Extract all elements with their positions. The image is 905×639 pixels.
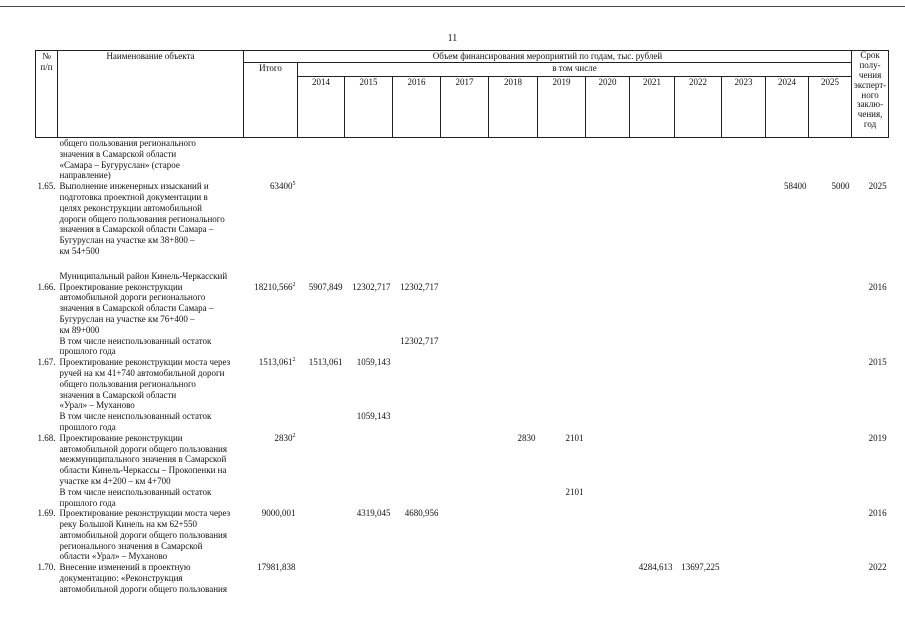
year-2023-value bbox=[722, 562, 766, 594]
object-name: Внесение изменений в проектную документацию: «Реконструкция автомобильной дороги общего пользования bbox=[59, 562, 227, 594]
deadline-year: 2019 bbox=[868, 432, 887, 443]
year-2024-value bbox=[766, 487, 809, 509]
year-2021-value bbox=[630, 138, 675, 182]
year-2020-value bbox=[586, 411, 630, 433]
year-2017-value bbox=[441, 357, 489, 411]
total-cell bbox=[244, 138, 298, 182]
total-value: 1513,061 bbox=[258, 357, 293, 368]
row-number: 1.65. bbox=[37, 181, 56, 192]
total-cell bbox=[244, 433, 298, 487]
year-2025-value bbox=[809, 487, 852, 509]
year-2018-value bbox=[489, 271, 538, 282]
year-2025-value bbox=[809, 138, 852, 182]
year-2025-value bbox=[809, 411, 852, 433]
year-2024-value bbox=[766, 357, 809, 411]
year-2024-value bbox=[766, 411, 809, 433]
year-2021-value bbox=[630, 433, 675, 487]
header-no: № п/п bbox=[36, 51, 58, 138]
year-2015-value bbox=[345, 433, 393, 487]
row-number bbox=[36, 271, 58, 282]
year-2016-value bbox=[393, 357, 441, 411]
year-2019-value bbox=[538, 282, 586, 336]
year-2020-value bbox=[586, 562, 630, 594]
total-value: 63400 bbox=[270, 181, 293, 192]
table-row bbox=[36, 562, 889, 594]
year-2017-value bbox=[441, 508, 489, 562]
year-2016-value bbox=[393, 271, 441, 282]
object-name: общего пользования регионального значения в Самарской области «Самара – Бугуруслан» (старое направление) bbox=[59, 138, 196, 181]
year-2021-value bbox=[630, 271, 675, 282]
year-2022-value bbox=[675, 411, 722, 433]
year-2024-value bbox=[766, 336, 809, 358]
year-2016-value: 12302,717 bbox=[400, 281, 439, 292]
year-2025-value bbox=[809, 271, 852, 282]
year-2020-value bbox=[586, 181, 630, 257]
table-row bbox=[36, 487, 889, 509]
row-number: 1.66. bbox=[37, 281, 56, 292]
year-2020-value bbox=[586, 282, 630, 336]
year-2018-value bbox=[489, 282, 538, 336]
year-2018-value bbox=[489, 336, 538, 358]
year-2020-value bbox=[586, 508, 630, 562]
year-2018-value bbox=[489, 562, 538, 594]
year-2017-value bbox=[441, 181, 489, 257]
year-2024-value bbox=[766, 508, 809, 562]
header-year-2023: 2023 bbox=[722, 77, 766, 138]
year-2014-value bbox=[298, 508, 345, 562]
year-2021-value bbox=[630, 357, 675, 411]
year-2016-value bbox=[393, 411, 441, 433]
year-2018-value bbox=[489, 357, 538, 411]
year-2017-value bbox=[441, 433, 489, 487]
total-cell bbox=[244, 562, 298, 594]
year-2023-value bbox=[722, 336, 766, 358]
year-2019-value bbox=[538, 181, 586, 257]
header-year-2015: 2015 bbox=[345, 77, 393, 138]
year-2022-value bbox=[675, 271, 722, 282]
object-name: В том числе неиспользованный остаток прошлого года bbox=[59, 411, 212, 432]
deadline-year bbox=[852, 271, 889, 282]
year-2021-value bbox=[630, 336, 675, 358]
year-2018-value bbox=[489, 487, 538, 509]
year-2018-value bbox=[489, 181, 538, 257]
year-2020-value bbox=[586, 138, 630, 182]
year-2019-value bbox=[538, 357, 586, 411]
year-2022-value bbox=[675, 508, 722, 562]
total-value: 9000,001 bbox=[261, 508, 296, 519]
year-2019-value: 2101 bbox=[565, 432, 584, 443]
year-2016-value: 4680,956 bbox=[404, 508, 439, 519]
table-row bbox=[36, 357, 889, 411]
footnote-mark: 2 bbox=[292, 357, 296, 364]
year-2023-value bbox=[722, 508, 766, 562]
year-2024-value bbox=[766, 282, 809, 336]
top-rule bbox=[0, 6, 905, 7]
total-cell bbox=[244, 357, 298, 411]
year-2020-value bbox=[586, 271, 630, 282]
deadline-year bbox=[852, 487, 889, 509]
year-2017-value bbox=[441, 562, 489, 594]
year-2020-value bbox=[586, 433, 630, 487]
year-2015-value bbox=[345, 138, 393, 182]
total-cell bbox=[244, 336, 298, 358]
object-name: Выполнение инженерных изысканий и подготовка проектной документации в целях реконструкции автомобильной дороги общего пользования регионального значения в Самарской области Самара – Бугуруслан на участке км 38+800 – км 54+500 bbox=[59, 181, 225, 256]
header-year-2020: 2020 bbox=[586, 77, 630, 138]
year-2017-value bbox=[441, 487, 489, 509]
header-year-2017: 2017 bbox=[441, 77, 489, 138]
year-2015-value bbox=[345, 562, 393, 594]
year-2023-value bbox=[722, 181, 766, 257]
year-2019-value bbox=[538, 271, 586, 282]
year-2014-value bbox=[298, 562, 345, 594]
year-2023-value bbox=[722, 487, 766, 509]
year-2019-value bbox=[538, 138, 586, 182]
year-2016-value bbox=[393, 487, 441, 509]
year-2025-value bbox=[809, 282, 852, 336]
deadline-year bbox=[852, 336, 889, 358]
row-number bbox=[36, 411, 58, 433]
deadline-year bbox=[852, 411, 889, 433]
table-row bbox=[36, 411, 889, 433]
year-2017-value bbox=[441, 336, 489, 358]
year-2018-value: 2830 bbox=[517, 432, 536, 443]
footnote-mark: 2 bbox=[292, 281, 296, 288]
total-cell bbox=[244, 271, 298, 282]
object-name: Проектирование реконструкции автомобильной дороги общего пользования межмуниципального значения в Самарской области Кинель-Черкассы – Прокопенки на участке км 4+200 – км 4+700 bbox=[59, 432, 227, 486]
year-2024-value: 58400 bbox=[784, 181, 807, 192]
row-spacer bbox=[36, 257, 889, 271]
header-funding: Объем финансирования мероприятий по годам, тыс. рублей bbox=[244, 51, 852, 63]
year-2021-value bbox=[630, 487, 675, 509]
year-2016-value bbox=[393, 433, 441, 487]
total-value: 17981,838 bbox=[257, 562, 296, 573]
deadline-year: 2025 bbox=[868, 181, 887, 192]
table-row bbox=[36, 282, 889, 336]
total-value: 18210,566 bbox=[254, 281, 293, 292]
header-name: Наименование объекта bbox=[58, 51, 244, 138]
object-name: В том числе неиспользованный остаток прошлого года bbox=[59, 486, 212, 508]
year-2022-value bbox=[675, 181, 722, 257]
year-2022-value bbox=[675, 282, 722, 336]
header-including: в том числе bbox=[298, 62, 852, 76]
header-deadline: Срок полу- чения эксперт- ного заклю- чения, год bbox=[852, 51, 889, 138]
year-2014-value: 1513,061 bbox=[308, 357, 343, 368]
total-value: 2830 bbox=[274, 432, 293, 443]
year-2024-value bbox=[766, 433, 809, 487]
financing-table bbox=[35, 50, 889, 595]
year-2024-value bbox=[766, 271, 809, 282]
year-2021-value bbox=[630, 411, 675, 433]
year-2016-value bbox=[393, 138, 441, 182]
year-2016-value bbox=[393, 181, 441, 257]
year-2024-value bbox=[766, 562, 809, 594]
header-year-2014: 2014 bbox=[298, 77, 345, 138]
total-cell bbox=[244, 181, 298, 257]
total-cell bbox=[244, 487, 298, 509]
year-2016-value bbox=[393, 562, 441, 594]
header-year-2021: 2021 bbox=[630, 77, 675, 138]
year-2014-value bbox=[298, 411, 345, 433]
object-name: В том числе неиспользованный остаток прошлого года bbox=[59, 335, 212, 357]
row-number bbox=[36, 336, 58, 358]
year-2019-value bbox=[538, 411, 586, 433]
year-2025-value bbox=[809, 357, 852, 411]
year-2023-value bbox=[722, 138, 766, 182]
table-body bbox=[36, 138, 889, 595]
year-2017-value bbox=[441, 271, 489, 282]
header-year-2024: 2024 bbox=[766, 77, 809, 138]
year-2016-value: 12302,717 bbox=[400, 335, 439, 346]
year-2015-value: 1059,143 bbox=[356, 357, 391, 368]
deadline-year: 2016 bbox=[868, 508, 887, 519]
year-2023-value bbox=[722, 433, 766, 487]
year-2014-value bbox=[298, 138, 345, 182]
year-2017-value bbox=[441, 282, 489, 336]
year-2019-value: 2101 bbox=[565, 486, 584, 497]
year-2019-value bbox=[538, 508, 586, 562]
header-total: Итого bbox=[244, 62, 298, 137]
year-2015-value bbox=[345, 181, 393, 257]
year-2019-value bbox=[538, 336, 586, 358]
year-2017-value bbox=[441, 138, 489, 182]
year-2014-value bbox=[298, 271, 345, 282]
row-number: 1.70. bbox=[37, 562, 56, 573]
table-row bbox=[36, 508, 889, 562]
year-2023-value bbox=[722, 411, 766, 433]
year-2015-value: 1059,143 bbox=[356, 411, 391, 422]
object-name: Проектирование реконструкции моста через ручей на км 41+740 автомобильной дороги общего пользования регионального значения в Самарской области «Урал» – Муханово bbox=[59, 357, 231, 411]
year-2025-value bbox=[809, 336, 852, 358]
year-2025-value bbox=[809, 508, 852, 562]
total-cell bbox=[244, 282, 298, 336]
row-number bbox=[36, 138, 58, 182]
year-2021-value bbox=[630, 508, 675, 562]
year-2015-value: 4319,045 bbox=[356, 508, 391, 519]
total-cell bbox=[244, 411, 298, 433]
year-2021-value bbox=[630, 282, 675, 336]
table-row bbox=[36, 138, 889, 182]
header-year-2018: 2018 bbox=[489, 77, 538, 138]
year-2022-value: 13697,225 bbox=[681, 562, 720, 573]
object-name: Муниципальный район Кинель-Черкасский bbox=[59, 270, 228, 281]
year-2015-value bbox=[345, 271, 393, 282]
year-2020-value bbox=[586, 336, 630, 358]
year-2017-value bbox=[441, 411, 489, 433]
year-2025-value bbox=[809, 562, 852, 594]
year-2018-value bbox=[489, 138, 538, 182]
year-2022-value bbox=[675, 336, 722, 358]
object-name: Проектирование реконструкции моста через реку Большой Кинель на км 62+550 автомобильной дороги общего пользования регионального значения в Самарской области «Урал» – Муханово bbox=[59, 508, 231, 562]
table-row bbox=[36, 336, 889, 358]
year-2023-value bbox=[722, 271, 766, 282]
year-2023-value bbox=[722, 282, 766, 336]
year-2014-value bbox=[298, 181, 345, 257]
total-cell bbox=[244, 508, 298, 562]
table-row bbox=[36, 433, 889, 487]
object-name: Проектирование реконструкции автомобильной дороги регионального значения в Самарской области Самара – Бугуруслан на участке км 76+400 – км 89+000 bbox=[59, 281, 214, 335]
header-year-2022: 2022 bbox=[675, 77, 722, 138]
row-number: 1.68. bbox=[37, 432, 56, 443]
year-2021-value bbox=[630, 181, 675, 257]
spacer-cell bbox=[36, 257, 889, 271]
header-year-2016: 2016 bbox=[393, 77, 441, 138]
deadline-year: 2016 bbox=[868, 281, 887, 292]
year-2022-value bbox=[675, 138, 722, 182]
row-number: 1.69. bbox=[37, 508, 56, 519]
year-2019-value bbox=[538, 562, 586, 594]
year-2015-value bbox=[345, 336, 393, 358]
year-2015-value bbox=[345, 487, 393, 509]
deadline-year bbox=[852, 138, 889, 182]
year-2021-value: 4284,613 bbox=[638, 562, 673, 573]
year-2022-value bbox=[675, 357, 722, 411]
row-number bbox=[36, 487, 58, 509]
year-2025-value bbox=[809, 433, 852, 487]
year-2014-value bbox=[298, 433, 345, 487]
year-2014-value bbox=[298, 336, 345, 358]
year-2024-value bbox=[766, 138, 809, 182]
table-row bbox=[36, 181, 889, 257]
year-2023-value bbox=[722, 357, 766, 411]
year-2020-value bbox=[586, 357, 630, 411]
year-2022-value bbox=[675, 487, 722, 509]
deadline-year: 2022 bbox=[868, 562, 887, 573]
year-2018-value bbox=[489, 411, 538, 433]
footnote-mark: 5 bbox=[292, 181, 296, 188]
year-2020-value bbox=[586, 487, 630, 509]
year-2022-value bbox=[675, 433, 722, 487]
table-row bbox=[36, 271, 889, 282]
year-2014-value bbox=[298, 487, 345, 509]
deadline-year: 2015 bbox=[868, 357, 887, 368]
header-year-2025: 2025 bbox=[809, 77, 852, 138]
footnote-mark: 2 bbox=[292, 432, 296, 439]
page-number: 11 bbox=[447, 33, 458, 44]
year-2014-value: 5907,849 bbox=[308, 281, 343, 292]
year-2018-value bbox=[489, 508, 538, 562]
year-2025-value: 5000 bbox=[831, 181, 850, 192]
row-number: 1.67. bbox=[37, 357, 56, 368]
year-2015-value: 12302,717 bbox=[352, 281, 391, 292]
header-year-2019: 2019 bbox=[538, 77, 586, 138]
